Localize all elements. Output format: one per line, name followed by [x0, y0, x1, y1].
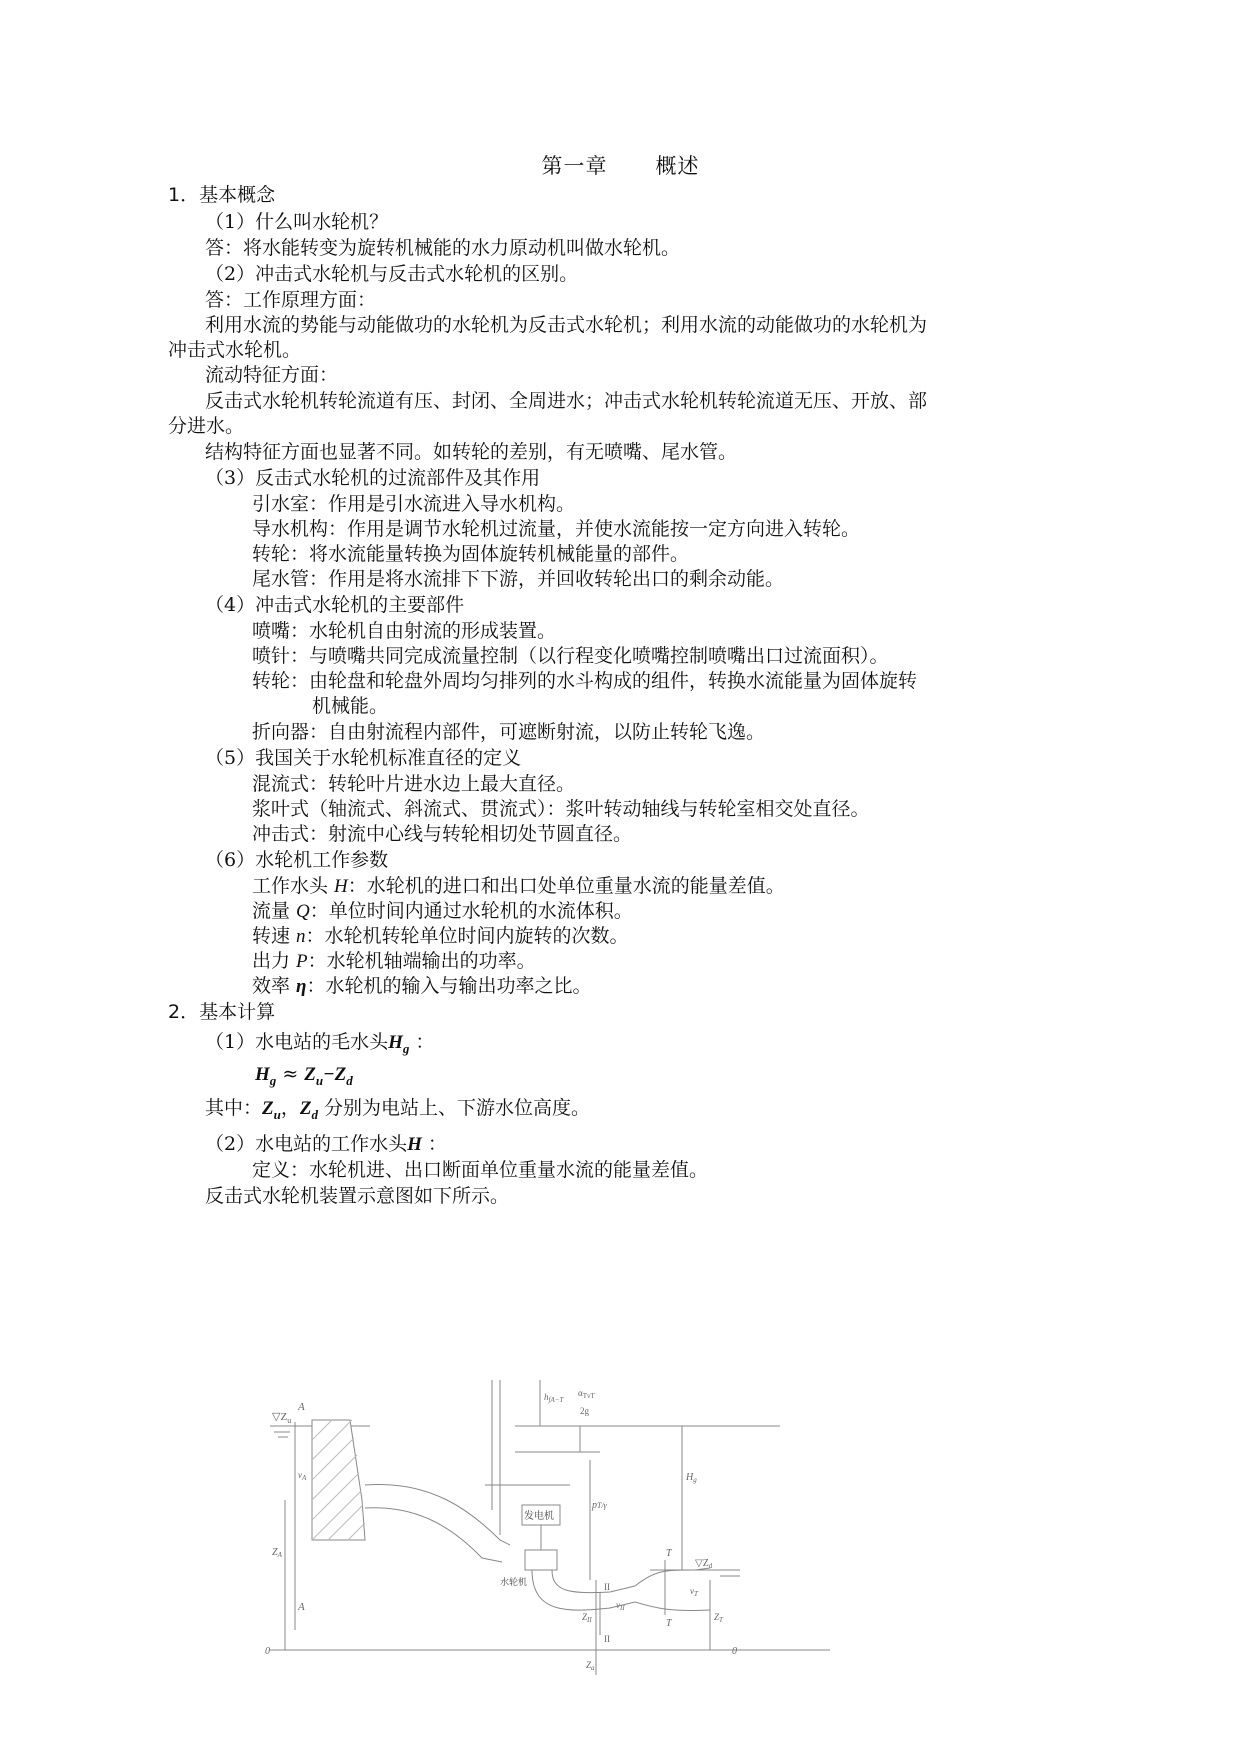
paragraph-line: 结构特征方面也显著不同。如转轮的差别，有无喷嘴、尾水管。	[205, 441, 738, 463]
label-t-bottom: T	[666, 1618, 672, 1629]
paragraph-line: 反击式水轮机转轮流道有压、封闭、全周进水；冲击式水轮机转轮流道无压、开放、部	[205, 390, 928, 412]
label-za: $Z_A$	[272, 1547, 282, 1559]
list-item: 喷针：与喷嘴共同完成流量控制（以行程变化喷嘴控制喷嘴出口过流面积）。	[252, 645, 889, 667]
definition: 定义：水轮机进、出口断面单位重量水流的能量差值。	[252, 1159, 709, 1181]
chapter-title	[0, 150, 1241, 180]
answer-1: 答：将水能转变为旋转机械能的水力原动机叫做水轮机。	[205, 237, 681, 259]
turbine-installation-diagram	[265, 1380, 840, 1672]
tailrace-top	[635, 1568, 710, 1586]
parameter-flow: 流量 Q：单位时间内通过水轮机的水流体积。	[252, 900, 633, 922]
parameter-output: 出力 P：水轮机轴端输出的功率。	[252, 950, 536, 972]
equation-gross-head: $H_g \approx Z_u-Z_d$	[255, 1063, 353, 1088]
figure-intro: 反击式水轮机装置示意图如下所示。	[205, 1185, 510, 1207]
parameter-speed: 转速 n：水轮机转轮单位时间内旋转的次数。	[252, 925, 629, 947]
list-item-continuation: 机械能。	[312, 695, 389, 717]
question-5: （5）我国关于水轮机标准直径的定义	[205, 747, 522, 769]
label-va: $v_A$	[298, 1470, 307, 1482]
chapter-number: 第一章	[541, 154, 608, 178]
list-item: 折向器：自由射流程内部件，可遮断射流，以防止转轮飞逸。	[252, 721, 766, 743]
label-a-bottom: A	[298, 1601, 305, 1613]
label-zd: $▽Z_d$	[695, 1558, 713, 1570]
draft-tube-inner	[552, 1570, 635, 1593]
label-zt: $Z_T$	[714, 1612, 723, 1624]
paragraph-line: 分进水。	[168, 415, 245, 437]
tailrace-bottom	[635, 1602, 710, 1611]
label-zu: $▽Z_u$	[272, 1411, 292, 1425]
label-a-top: A	[298, 1401, 305, 1413]
calc-1-heading: （1）水电站的毛水头$H_g$ ：	[205, 1031, 435, 1056]
label-generator: 发电机	[524, 1511, 554, 1522]
chapter-name: 概述	[655, 154, 700, 178]
label-datum-left: 0	[265, 1646, 270, 1657]
label-za-below: $Z_a$	[586, 1660, 595, 1672]
list-item: 转轮：由轮盘和轮盘外周均匀排列的水斗构成的组件，转换水流能量为固体旋转	[252, 670, 918, 692]
label-zii: $Z_{II}$	[582, 1612, 592, 1624]
question-1: （1）什么叫水轮机？	[205, 211, 389, 233]
dam-body	[312, 1420, 365, 1540]
calc-2-heading: （2）水电站的工作水头H ：	[205, 1133, 447, 1155]
label-ii-bottom: II	[604, 1634, 610, 1644]
paragraph-line: 利用水流的势能与动能做功的水轮机为反击式水轮机；利用水流的动能做功的水轮机为	[205, 314, 928, 336]
section-heading: 2．基本计算	[168, 1001, 276, 1023]
parameter-efficiency: 效率 η：水轮机的输入与输出功率之比。	[252, 975, 592, 997]
parameter-head: 工作水头 H：水轮机的进口和出口处单位重量水流的能量差值。	[252, 875, 785, 897]
list-item: 导水机构：作用是调节水轮机过流量，并使水流能按一定方向进入转轮。	[252, 518, 861, 540]
question-4: （4）冲击式水轮机的主要部件	[205, 594, 465, 616]
penstock-bottom	[365, 1508, 502, 1562]
list-item: 混流式：转轮叶片进水边上最大直径。	[252, 773, 576, 795]
paragraph-line: 冲击式水轮机。	[168, 339, 302, 361]
list-item: 浆叶式（轴流式、斜流式、贯流式）：浆叶转动轴线与转轮室相交处直径。	[252, 798, 870, 820]
label-head-loss: $h_{fA-T}$	[544, 1392, 564, 1404]
label-t-top: T	[666, 1548, 672, 1559]
label-datum-right: 0	[732, 1646, 737, 1657]
label-alpha: $\alpha_{TvT}$	[578, 1388, 595, 1400]
label-hg: $H_g$	[686, 1472, 697, 1484]
list-item: 引水室：作用是引水流进入导水机构。	[252, 493, 576, 515]
where-clause: 其中：$Z_u$，$Z_d$ 分别为电站上、下游水位高度。	[205, 1097, 591, 1122]
subheading: 流动特征方面：	[205, 364, 339, 386]
list-item: 转轮：将水流能量转换为固体旋转机械能量的部件。	[252, 543, 690, 565]
label-vt: $v_T$	[690, 1586, 698, 1598]
question-3: （3）反击式水轮机的过流部件及其作用	[205, 467, 541, 489]
label-2g: 2g	[580, 1406, 589, 1416]
list-item: 冲击式：射流中心线与转轮相切处节圆直径。	[252, 823, 633, 845]
penstock-top	[365, 1484, 510, 1545]
label-turbine: 水轮机	[500, 1577, 528, 1587]
list-item: 喷嘴：水轮机自由射流的形成装置。	[252, 620, 557, 642]
turbine-housing	[525, 1550, 557, 1570]
label-vii: $v_{II}$	[616, 1600, 625, 1612]
question-6: （6）水轮机工作参数	[205, 849, 389, 871]
question-2: （2）冲击式水轮机与反击式水轮机的区别。	[205, 263, 579, 285]
answer-2-heading: 答：工作原理方面：	[205, 289, 377, 311]
section-heading: 1．基本概念	[168, 184, 276, 206]
label-pressure-head: pT/γ	[592, 1500, 607, 1511]
list-item: 尾水管：作用是将水流排下下游，并回收转轮出口的剩余动能。	[252, 568, 785, 590]
label-ii-top: II	[604, 1582, 610, 1592]
